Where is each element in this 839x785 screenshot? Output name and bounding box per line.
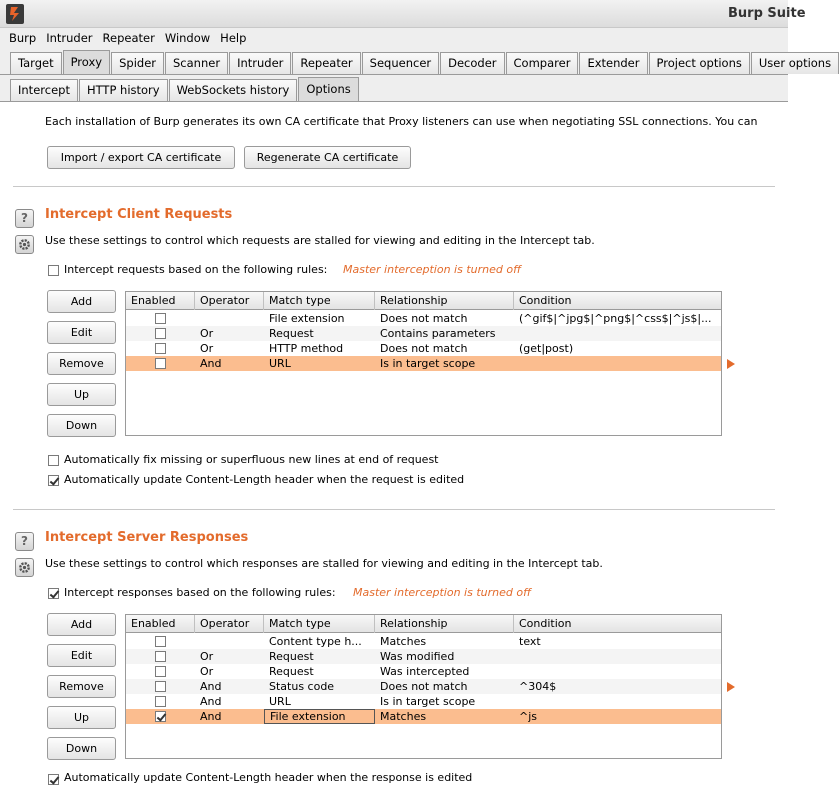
- row-enabled-checkbox[interactable]: [155, 636, 166, 647]
- column-header-operator[interactable]: Operator: [195, 615, 264, 633]
- row-match-type: Request: [269, 665, 314, 678]
- regenerate-ca-button[interactable]: Regenerate CA certificate: [244, 146, 411, 169]
- help-icon[interactable]: ?: [15, 532, 34, 551]
- client-remove-button[interactable]: Remove: [47, 352, 116, 375]
- tab-repeater[interactable]: Repeater: [292, 52, 360, 74]
- row-enabled-checkbox[interactable]: [155, 343, 166, 354]
- row-match-type: Status code: [269, 680, 335, 693]
- tab-user-options[interactable]: User options: [751, 52, 839, 74]
- column-header-operator[interactable]: Operator: [195, 292, 264, 310]
- server-down-button[interactable]: Down: [47, 737, 116, 760]
- table-row-selected[interactable]: [126, 356, 721, 371]
- row-match-type: Content type h...: [269, 635, 362, 648]
- row-operator: Or: [200, 665, 214, 678]
- table-row[interactable]: [126, 649, 721, 664]
- title-bar: [0, 0, 806, 28]
- row-match-type: Request: [269, 327, 314, 340]
- row-relationship: Does not match: [380, 342, 468, 355]
- gear-icon[interactable]: [15, 558, 34, 577]
- row-condition: [514, 664, 719, 679]
- row-condition: [514, 356, 719, 371]
- table-header: [126, 615, 721, 633]
- row-condition: [514, 649, 719, 664]
- row-condition: text: [519, 635, 541, 648]
- client-section-title: Intercept Client Requests: [45, 207, 233, 222]
- row-relationship: Does not match: [380, 680, 468, 693]
- column-header-enabled[interactable]: Enabled: [126, 615, 195, 633]
- client-edit-button[interactable]: Edit: [47, 321, 116, 344]
- menu-repeater[interactable]: Repeater: [102, 31, 155, 45]
- row-condition: [514, 326, 719, 341]
- row-enabled-checkbox[interactable]: [155, 666, 166, 677]
- row-operator: And: [200, 695, 222, 708]
- server-section-description: Use these settings to control which responses are stalled for viewing and editing in the Intercept tab.: [45, 557, 603, 570]
- column-header-match-type[interactable]: Match type: [264, 615, 375, 633]
- server-up-button[interactable]: Up: [47, 706, 116, 729]
- update-request-length-label: Automatically update Content-Length header when the request is edited: [64, 473, 465, 486]
- row-condition: (get|post): [519, 342, 574, 355]
- tab-websockets-history[interactable]: WebSockets history: [169, 79, 298, 101]
- row-enabled-checkbox[interactable]: [155, 711, 166, 722]
- row-match-type: URL: [269, 357, 291, 370]
- row-condition: (^gif$|^jpg$|^png$|^css$|^js$|...: [519, 312, 712, 325]
- row-relationship: Does not match: [380, 312, 468, 325]
- row-match-type: File extension: [269, 312, 345, 325]
- client-master-note: Master interception is turned off: [343, 263, 522, 276]
- fix-newlines-checkbox[interactable]: [48, 455, 59, 466]
- tab-project-options[interactable]: Project options: [649, 52, 750, 74]
- server-master-note: Master interception is turned off: [353, 586, 532, 599]
- burp-logo-icon: [6, 4, 24, 24]
- tab-comparer[interactable]: Comparer: [506, 52, 579, 74]
- main-tab-bar: [0, 48, 832, 75]
- column-header-enabled[interactable]: Enabled: [126, 292, 195, 310]
- row-operator: Or: [200, 327, 214, 340]
- row-condition: [514, 694, 719, 709]
- table-row[interactable]: [126, 694, 721, 709]
- client-up-button[interactable]: Up: [47, 383, 116, 406]
- menu-help[interactable]: Help: [220, 31, 247, 45]
- row-operator: Or: [200, 650, 214, 663]
- row-enabled-checkbox[interactable]: [155, 651, 166, 662]
- tab-target[interactable]: Target: [10, 52, 62, 74]
- row-relationship: Was intercepted: [380, 665, 470, 678]
- intercept-responses-checkbox[interactable]: [48, 588, 59, 599]
- row-relationship: Is in target scope: [380, 695, 476, 708]
- tab-http-history[interactable]: HTTP history: [79, 79, 168, 101]
- row-relationship: Contains parameters: [380, 327, 496, 340]
- intercept-responses-label: Intercept responses based on the following rules:: [64, 586, 336, 599]
- tab-options[interactable]: Options: [298, 77, 358, 101]
- server-remove-button[interactable]: Remove: [47, 675, 116, 698]
- table-header: [126, 292, 721, 310]
- row-operator: Or: [200, 342, 214, 355]
- column-header-relationship[interactable]: Relationship: [375, 615, 514, 633]
- menu-burp[interactable]: Burp: [9, 31, 37, 45]
- update-request-length-checkbox[interactable]: [48, 475, 59, 486]
- row-enabled-checkbox[interactable]: [155, 696, 166, 707]
- row-match-type: Request: [269, 650, 314, 663]
- gear-icon[interactable]: [15, 235, 34, 254]
- fix-newlines-label: Automatically fix missing or superfluous new lines at end of request: [64, 453, 439, 466]
- row-enabled-checkbox[interactable]: [155, 681, 166, 692]
- table-row[interactable]: [126, 634, 721, 649]
- column-header-relationship[interactable]: Relationship: [375, 292, 514, 310]
- section-divider: [13, 509, 775, 510]
- row-enabled-checkbox[interactable]: [155, 313, 166, 324]
- client-section-description: Use these settings to control which requests are stalled for viewing and editing in the Intercept tab.: [45, 234, 595, 247]
- tab-intercept[interactable]: Intercept: [10, 79, 78, 101]
- row-operator: And: [200, 710, 222, 723]
- ca-description: Each installation of Burp generates its own CA certificate that Proxy listeners can use when negotiating SSL connections. You can: [45, 115, 758, 128]
- row-match-type: File extension: [264, 709, 375, 724]
- table-row[interactable]: [126, 341, 721, 356]
- row-enabled-checkbox[interactable]: [155, 328, 166, 339]
- row-enabled-checkbox[interactable]: [155, 358, 166, 369]
- server-add-button[interactable]: Add: [47, 613, 116, 636]
- proxy-sub-tab-bar: [0, 75, 788, 102]
- update-response-length-checkbox[interactable]: [48, 774, 59, 785]
- row-match-type: HTTP method: [269, 342, 344, 355]
- options-panel: [0, 103, 788, 784]
- intercept-requests-label: Intercept requests based on the following rules:: [64, 263, 328, 276]
- tab-spider[interactable]: Spider: [111, 52, 164, 74]
- row-condition: ^304$: [519, 680, 557, 693]
- row-condition: ^js: [519, 710, 538, 723]
- client-down-button[interactable]: Down: [47, 414, 116, 437]
- row-pointer-arrow-icon: [727, 682, 735, 692]
- server-edit-button[interactable]: Edit: [47, 644, 116, 667]
- client-add-button[interactable]: Add: [47, 290, 116, 313]
- row-operator: And: [200, 357, 222, 370]
- server-rules-table: [125, 614, 722, 759]
- intercept-requests-checkbox[interactable]: [48, 265, 59, 276]
- table-row[interactable]: [126, 664, 721, 679]
- row-relationship: Matches: [380, 710, 427, 723]
- tab-sequencer[interactable]: Sequencer: [362, 52, 439, 74]
- column-header-condition[interactable]: Condition: [519, 294, 572, 307]
- tab-decoder[interactable]: Decoder: [440, 52, 504, 74]
- row-operator: And: [200, 680, 222, 693]
- row-operator: [195, 634, 264, 649]
- import-export-ca-button[interactable]: Import / export CA certificate: [47, 146, 235, 169]
- row-relationship: Is in target scope: [380, 357, 476, 370]
- row-operator: [195, 311, 264, 326]
- column-header-match-type[interactable]: Match type: [264, 292, 375, 310]
- menu-intruder[interactable]: Intruder: [46, 31, 93, 45]
- server-section-title: Intercept Server Responses: [45, 530, 249, 545]
- row-pointer-arrow-icon: [727, 359, 735, 369]
- row-match-type: URL: [269, 695, 291, 708]
- row-relationship: Was modified: [380, 650, 455, 663]
- tab-proxy[interactable]: Proxy: [63, 50, 111, 74]
- table-row-selected[interactable]: [126, 709, 721, 724]
- tab-scanner[interactable]: Scanner: [165, 52, 228, 74]
- tab-intruder[interactable]: Intruder: [229, 52, 291, 74]
- table-row[interactable]: [126, 326, 721, 341]
- section-divider: [13, 186, 775, 187]
- row-relationship: Matches: [380, 635, 427, 648]
- column-header-condition[interactable]: Condition: [519, 617, 572, 630]
- table-row[interactable]: [126, 679, 721, 694]
- menu-bar: [0, 28, 788, 48]
- window-title: Burp Suite: [728, 6, 806, 21]
- table-row[interactable]: [126, 311, 721, 326]
- client-rules-table: [125, 291, 722, 436]
- tab-extender[interactable]: Extender: [579, 52, 647, 74]
- update-response-length-label: Automatically update Content-Length header when the response is edited: [64, 771, 473, 784]
- help-icon[interactable]: ?: [15, 209, 34, 228]
- menu-window[interactable]: Window: [164, 31, 211, 45]
